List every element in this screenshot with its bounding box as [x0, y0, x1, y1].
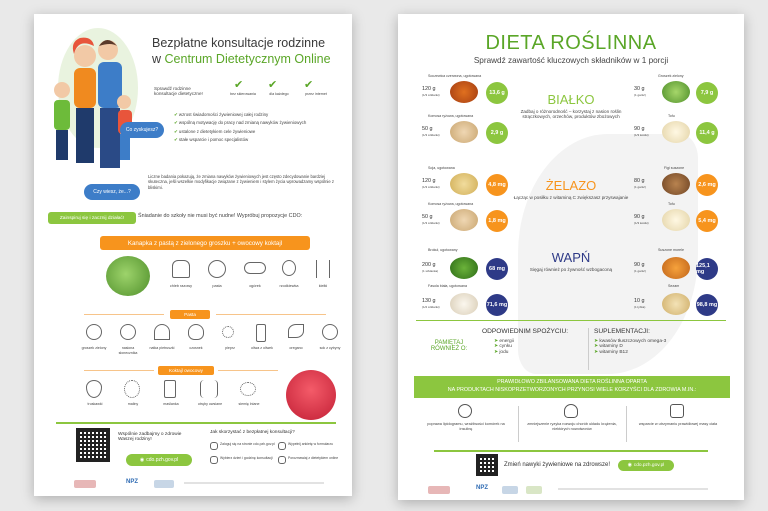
food-portion: 90 g [634, 214, 645, 220]
pepper-icon [222, 326, 234, 338]
seeds-icon [120, 324, 136, 340]
ingredient-label: otręby owsiane [197, 402, 223, 406]
right-url-button[interactable] [618, 460, 674, 471]
left-title-line1: Bezpłatne konsultacje rodzinne [152, 36, 326, 50]
nutrient-name: BIAŁKO [547, 92, 595, 107]
nutrient-name: WAPŃ [551, 250, 591, 265]
food-note: (1 garść) [634, 185, 646, 189]
smoothie-photo [286, 370, 336, 420]
food-portion: 90 g [634, 262, 645, 268]
intake-item: ➤ jodu [494, 349, 509, 355]
ingredient-label: chleb razowy [169, 284, 193, 288]
food-portion: 120 g [422, 86, 436, 92]
did-you-know-bubble [84, 184, 140, 200]
pzh-logo [502, 486, 518, 494]
food-column-right [624, 14, 744, 314]
food-portion: 200 g [422, 262, 436, 268]
food-note: (1/3 kostki) [634, 133, 649, 137]
parsley-icon [154, 324, 170, 340]
cocktail-label: Koktajl owocowy [158, 366, 214, 375]
footer-divider [434, 450, 708, 452]
food-portion: 80 g [634, 178, 645, 184]
nutrient-desc: Łącząc w posiłku z witaminą C zwiększasz przyswajanie [513, 195, 629, 200]
sandwich-photo [106, 256, 150, 296]
arrow-icon: ➤ [494, 344, 500, 350]
value-badge: 2,9 g [486, 122, 508, 144]
section-divider [416, 320, 726, 321]
food-name: Sezam [668, 284, 680, 288]
proper-intake-title: ODPOWIEDNIM SPOŻYCIU: [482, 328, 569, 335]
cta-text: Zmień nawyki żywieniowe na zdrowsze! [504, 462, 611, 468]
join-button-label: Zainspiruj się i zacznij działać! [59, 215, 125, 221]
qr-code[interactable] [476, 454, 498, 476]
did-you-know-label: Czy wiesz, że...? [93, 189, 131, 195]
footer-fineprint [184, 482, 324, 484]
broccoli-photo [450, 257, 478, 279]
benefit-bubble [120, 122, 164, 138]
ingredient-label: groszek zielony [81, 346, 107, 350]
vertical-divider [626, 406, 627, 442]
pzh-logo [154, 480, 174, 488]
check-list [226, 78, 346, 102]
how-step: Wybierz dzień i godzinę konsultacji [220, 456, 273, 460]
banner-line1: PRAWIDŁOWO ZBILANSOWANA DIETA ROŚLINNA OPARTA [497, 379, 647, 385]
left-url-label: cdo.pzh.gov.pl [146, 457, 179, 463]
check-icon: ✔ [268, 79, 278, 91]
value-badge: 125,1 mg [696, 258, 718, 280]
right-subtitle: Sprawdź zawartość kluczowych składników w 1 porcji [473, 56, 669, 65]
divider [218, 370, 278, 371]
dried-figs-photo [662, 173, 690, 195]
flaxseed-icon [240, 382, 256, 396]
supplement-item: ➤ witaminy B12 [594, 349, 628, 355]
left-url-button[interactable] [126, 454, 192, 466]
breakfast-heading: Śniadanie do szkoły nie musi być nudne! Wypróbuj propozycje CDO: [138, 213, 303, 219]
value-badge: 11,4 g [696, 122, 718, 144]
raspberry-icon [124, 380, 140, 398]
ingredient-label: kiełki [318, 284, 328, 288]
value-badge: 71,6 mg [486, 294, 508, 316]
ingredient-label: rzodkiewka [279, 284, 299, 288]
food-name: Figi suszone [664, 166, 685, 170]
health-benefit: wsparcie w utrzymaniu prawidłowej masy ciała [638, 422, 718, 426]
supplementation [594, 328, 734, 355]
divider [84, 314, 164, 315]
check-icon: ✔ [174, 112, 179, 117]
benefit-item: ✔ wspólną motywację do pracy nad zmianą nawyków żywieniowych [174, 120, 307, 126]
proper-intake [482, 328, 582, 355]
check-prompt: Sprawdź rodzinne konsultacje dietetyczne! [154, 86, 203, 97]
pasta-ingredients [78, 324, 348, 364]
ingredient-label: natka pietruszki [149, 346, 175, 350]
health-benefits [414, 402, 730, 448]
how-step: Zaloguj się na stronie cdo.pzh.gov.pl [220, 442, 275, 446]
food-note: (1/2 szklanki) [422, 305, 440, 309]
check-icon: ✔ [174, 128, 179, 134]
intake-item: ➤ cynku [494, 344, 512, 350]
green-peas-photo [662, 81, 690, 103]
recipe-bar [100, 236, 310, 250]
ingredient-label: maliny [127, 402, 139, 406]
quinoa-photo [450, 209, 478, 231]
benefit-list [174, 112, 344, 143]
food-note: (1 szklanka) [422, 269, 439, 273]
benefit-item: ✔ ustalone z dietetykiem cele żywieniowe [174, 128, 256, 134]
food-note: (1 garść) [634, 93, 646, 97]
check-icon: ✔ [174, 137, 179, 143]
nutrient-name: ŻELAZO [545, 178, 597, 193]
health-benefit: poprawa lipidogramu, wrażliwości komórek na insulinę [427, 422, 505, 432]
supplement-item: ➤ witaminy D [594, 344, 623, 350]
dried-apricots-photo [662, 257, 690, 279]
food-portion: 10 g [634, 298, 645, 304]
strawberry-icon [86, 380, 102, 398]
step-icon [278, 442, 286, 450]
how-step: Porozmawiaj z dietetykiem online [288, 456, 339, 460]
olive-oil-icon [256, 324, 266, 342]
food-name: Komosa ryżowa, ugotowana [428, 114, 474, 118]
divider [84, 370, 154, 371]
arrow-icon: ➤ [494, 339, 500, 344]
npz-logo: NPZ [476, 485, 488, 491]
scale-icon [458, 404, 472, 418]
value-badge: 4,8 mg [486, 174, 508, 196]
pasta-label: Pasta [170, 310, 210, 319]
sandwich-ingredients [164, 260, 344, 300]
cocktail-ingredients [78, 380, 278, 420]
check-icon: ✔ [234, 79, 244, 91]
oat-bran-icon [200, 380, 218, 398]
ingredient-label: truskawki [87, 402, 103, 406]
how-steps [210, 442, 344, 468]
lemon-icon [322, 324, 338, 340]
check-label: dla każdego [269, 92, 289, 96]
fact-text: Liczne badania pokazują, że zmiana nawyków żywieniowych jest często zdecydowanie bardziej skuteczna, jeśli wszelkie modyfikacje związane z żywieniem i stylem życia wprowadzamy wspólnie z bliskimi. [148, 174, 334, 190]
nutrient-iron [510, 178, 632, 200]
nutrient-protein [510, 92, 632, 120]
footer-divider [56, 422, 336, 424]
ingredient-label: nasiona słonecznika [118, 346, 138, 356]
food-name: Tofu [668, 202, 675, 206]
weight-icon [670, 404, 684, 418]
ministry-logo [428, 486, 450, 494]
value-badge: 68 mg [486, 258, 508, 280]
partner-logo [526, 486, 542, 494]
family-illustration [40, 28, 140, 178]
food-name: Brokuł, ugotowany [428, 248, 458, 252]
ministry-logo [74, 480, 96, 488]
food-name: Soczewica czerwona, ugotowana [428, 74, 482, 78]
check-icon: ✔ [174, 120, 179, 126]
check-icon: ✔ [304, 79, 314, 91]
arrow-icon: ➤ [594, 344, 600, 350]
left-title-line2 [152, 52, 331, 66]
plant-diet-poster [398, 14, 744, 500]
ingredient-label: maślanka [163, 402, 179, 406]
right-title: DIETA ROŚLINNA [485, 32, 657, 54]
left-logos [74, 478, 334, 490]
left-title-prefix: w [152, 52, 162, 66]
npz-logo: NPZ [126, 479, 138, 485]
sesame-photo [662, 293, 690, 315]
food-name: Suszone morele [658, 248, 684, 252]
ingredient-label: sok z cytryny [319, 346, 341, 350]
ingredient-label: oliwa z oliwek [251, 346, 273, 350]
food-note: (1 łyżka) [634, 305, 646, 309]
food-portion: 130 g [422, 298, 436, 304]
nutrient-desc: Zadbaj o różnorodność – korzystaj z nasion roślin strączkowych, orzechów, produktów zbożowych [520, 109, 622, 120]
food-note: (1/3 szklanki) [422, 93, 440, 97]
ingredient-label: ogórek [249, 284, 261, 288]
food-portion: 120 g [422, 178, 436, 184]
bread-icon [172, 260, 190, 278]
family-consultation-poster [34, 14, 352, 496]
value-badge: 5,4 mg [696, 210, 718, 232]
food-note: (1 garść) [634, 269, 646, 273]
vertical-divider [588, 328, 589, 370]
heart-icon [564, 404, 578, 418]
remember-label: PAMIĘTAJ RÓWNIEŻ O: [430, 340, 468, 352]
food-portion: 50 g [422, 214, 433, 220]
food-portion: 30 g [634, 86, 645, 92]
ingredient-label: siemię lniane [238, 402, 260, 406]
value-badge: 1,8 mg [486, 210, 508, 232]
tofu-photo [662, 121, 690, 143]
garlic-icon [188, 324, 204, 340]
supplement-item: ➤ kwasów tłuszczowych omega-3 [594, 339, 667, 344]
nutrient-desc: Sięgaj również po żywność wzbogaconą [529, 267, 613, 272]
food-name: Groszek zielony [658, 74, 684, 78]
arrow-icon: ➤ [494, 349, 500, 355]
ingredient-label: oregano [289, 346, 303, 350]
step-icon [278, 456, 286, 464]
ingredient-label: pieprz [225, 346, 235, 350]
value-badge: 2,6 mg [696, 174, 718, 196]
spiral-icon [208, 260, 226, 278]
food-portion: 50 g [422, 126, 433, 132]
value-badge: 13,6 g [486, 82, 508, 104]
right-url-label: cdo.pzh.gov.pl [633, 463, 665, 468]
banner-line2: NA PRODUKTACH NISKOPRZETWORZONYCH PRZYNOSI WIELE KORZYŚCI DLA ZDROWIA M.IN.: [447, 386, 697, 393]
footer-how: Jak skorzystać z bezpłatnej konsultacji? [210, 430, 295, 435]
step-icon [210, 442, 218, 450]
lentils-photo [450, 81, 478, 103]
left-title-brand: Centrum Dietetycznym Online [164, 52, 331, 66]
qr-code[interactable] [76, 428, 110, 462]
radish-icon [282, 260, 296, 276]
right-logos [428, 484, 718, 496]
benefit-item: ✔ wzrost świadomości żywieniowej całej rodziny [174, 112, 269, 117]
benefits-banner [414, 376, 730, 398]
health-benefit: zmniejszenie ryzyka rozwoju chorób układu krążenia, niektórych nowotworów [527, 422, 617, 432]
food-note: (1/3 szklanki) [422, 133, 440, 137]
food-name: Tofu [668, 114, 675, 118]
arrow-icon: ➤ [594, 349, 600, 355]
cucumber-icon [244, 262, 266, 274]
value-badge: 7,9 g [696, 82, 718, 104]
ingredient-label: czosnek [189, 346, 203, 350]
globe-icon: ◉ [139, 457, 145, 463]
food-note: (1/3 szklanki) [422, 221, 440, 225]
step-icon [210, 456, 218, 464]
food-name: Fasola biała, ugotowana [428, 284, 467, 288]
quinoa-photo [450, 121, 478, 143]
oregano-icon [288, 324, 304, 338]
bubble-question: Co zyskujesz? [125, 127, 159, 133]
footer-together: Wspólnie zadbajmy o zdrowie Waszej rodziny! [118, 432, 182, 442]
tofu-photo [662, 209, 690, 231]
food-note: (1/3 kostki) [634, 221, 649, 225]
recipe-bar-label: Kanapka z pastą z zielonego groszku + owocowy koktajl [127, 239, 283, 247]
buttermilk-icon [164, 380, 176, 398]
arrow-icon: ➤ [594, 339, 600, 344]
nutrient-calcium [510, 250, 632, 272]
food-portion: 90 g [634, 126, 645, 132]
globe-icon: ◉ [627, 463, 632, 468]
benefit-item: ✔ stałe wsparcie i pomoc specjalistów [174, 137, 249, 143]
how-step: Wypełnij ankietę w formularzu [288, 442, 334, 446]
check-label: bez skierowania [230, 92, 256, 96]
value-badge: 98,8 mg [696, 294, 718, 316]
supplement-title: SUPLEMENTACJI: [594, 328, 650, 335]
white-beans-photo [450, 293, 478, 315]
sprouts-icon [316, 260, 330, 278]
join-button[interactable] [48, 212, 136, 224]
food-note: (1/3 szklanki) [422, 185, 440, 189]
food-name: Soja, ugotowana [428, 166, 455, 170]
divider [216, 314, 326, 315]
footer-fineprint [558, 488, 708, 490]
food-name: Komosa ryżowa, ugotowana [428, 202, 474, 206]
ingredient-label: pasta [212, 284, 222, 288]
vertical-divider [518, 406, 519, 442]
food-column-left [398, 14, 518, 314]
peas-icon [86, 324, 102, 340]
soy-photo [450, 173, 478, 195]
intake-item: ➤ energii [494, 339, 514, 344]
check-label: przez internet [305, 92, 327, 96]
